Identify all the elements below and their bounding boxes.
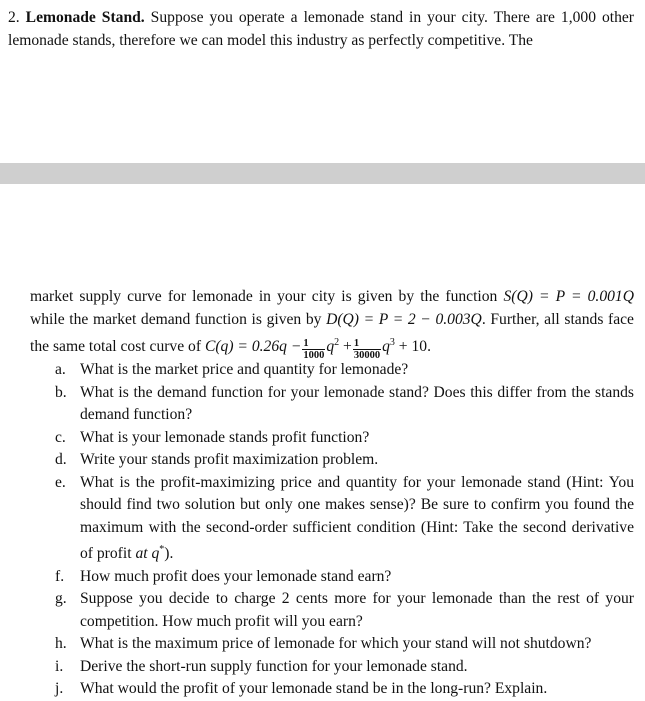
part-text: What is your lemonade stands profit function? — [80, 428, 370, 446]
intro-text: Suppose you operate a lemonade stand in your city. There are 1,000 other lemonade stands, therefore we can model this industry as perfectly competitive. The — [8, 9, 634, 49]
part-label: i. — [55, 657, 64, 675]
demand-equation: D(Q) = P = 2 − 0.003Q — [326, 311, 482, 328]
list-item — [55, 359, 634, 382]
exponent-2: 2 — [334, 337, 340, 348]
q-squared-base: q — [326, 338, 335, 356]
part-text: Write your stands profit maximization problem. — [80, 451, 379, 468]
part-label: a. — [55, 361, 66, 378]
list-item — [55, 678, 634, 701]
part-label: g. — [55, 590, 67, 608]
para-text-1: market supply curve for lemonade in your city is given by the function — [30, 288, 504, 305]
question-number: 2. — [8, 9, 20, 26]
part-text: What is the demand function for your lemonade stand? Does this differ from the stands demand function? — [80, 383, 634, 423]
part-label: e. — [55, 473, 66, 491]
part-label: c. — [55, 428, 66, 446]
list-item — [55, 427, 634, 450]
list-item — [55, 656, 634, 679]
list-item — [55, 588, 634, 633]
exponent-3: 3 — [389, 337, 395, 348]
para-text-2: while the market demand function is given by — [30, 311, 327, 328]
plus-sign: + — [339, 338, 352, 356]
frac2-numerator: 1 — [353, 338, 381, 350]
fraction-1-1000 — [302, 338, 325, 361]
part-label: h. — [55, 635, 67, 653]
part-text: What would the profit of your lemonade stand be in the long-run? Explain. — [80, 680, 548, 698]
frac1-numerator: 1 — [302, 338, 325, 350]
list-item — [55, 382, 634, 427]
q-cubed-base: q — [382, 338, 390, 356]
part-text: What is the profit-maximizing price and quantity for your lemonade stand (Hint: You should find two solution but only one makes sense)? Be sure to confirm you found the maximum with the second-order sufficient condition (Hint: Take the second derivative of profit — [80, 473, 634, 563]
part-text: How much profit does your lemonade stand earn? — [80, 567, 392, 585]
frac1-denominator: 1000 — [303, 350, 325, 362]
part-text: What is the maximum price of lemonade for which your stand will not shutdown? — [80, 635, 592, 653]
list-item — [55, 449, 634, 472]
para-text-3: . Further, all stands face the same total cost curve of — [30, 311, 634, 356]
part-label: j. — [55, 680, 64, 698]
part-text: What is the market price and quantity for lemonade? — [80, 361, 409, 378]
q-star-math: at q — [135, 545, 160, 563]
part-label: b. — [55, 383, 67, 401]
redaction-band — [0, 163, 645, 184]
list-item — [55, 472, 634, 566]
part-label: d. — [55, 451, 67, 468]
list-item — [55, 566, 634, 589]
part-label: f. — [55, 567, 65, 585]
question-title: Lemonade Stand. — [25, 9, 145, 26]
question-intro — [8, 6, 634, 52]
star-superscript: * — [159, 544, 165, 555]
problem-paragraph — [30, 285, 634, 362]
supply-equation: S(Q) = P = 0.001Q — [503, 288, 634, 305]
frac2-denominator: 30000 — [353, 350, 381, 362]
part-text: Derive the short-run supply function for your lemonade stand. — [80, 657, 468, 675]
part-text: Suppose you decide to charge 2 cents more for your lemonade than the rest of your competition. How much profit will you earn? — [80, 590, 634, 630]
list-item — [55, 633, 634, 656]
question-parts-list — [55, 359, 634, 701]
cost-tail: + 10. — [394, 338, 431, 356]
cost-equation-lhs: C(q) = 0.26q − — [204, 338, 302, 356]
fraction-1-30000 — [353, 338, 381, 361]
part-text-end: ). — [164, 545, 174, 563]
